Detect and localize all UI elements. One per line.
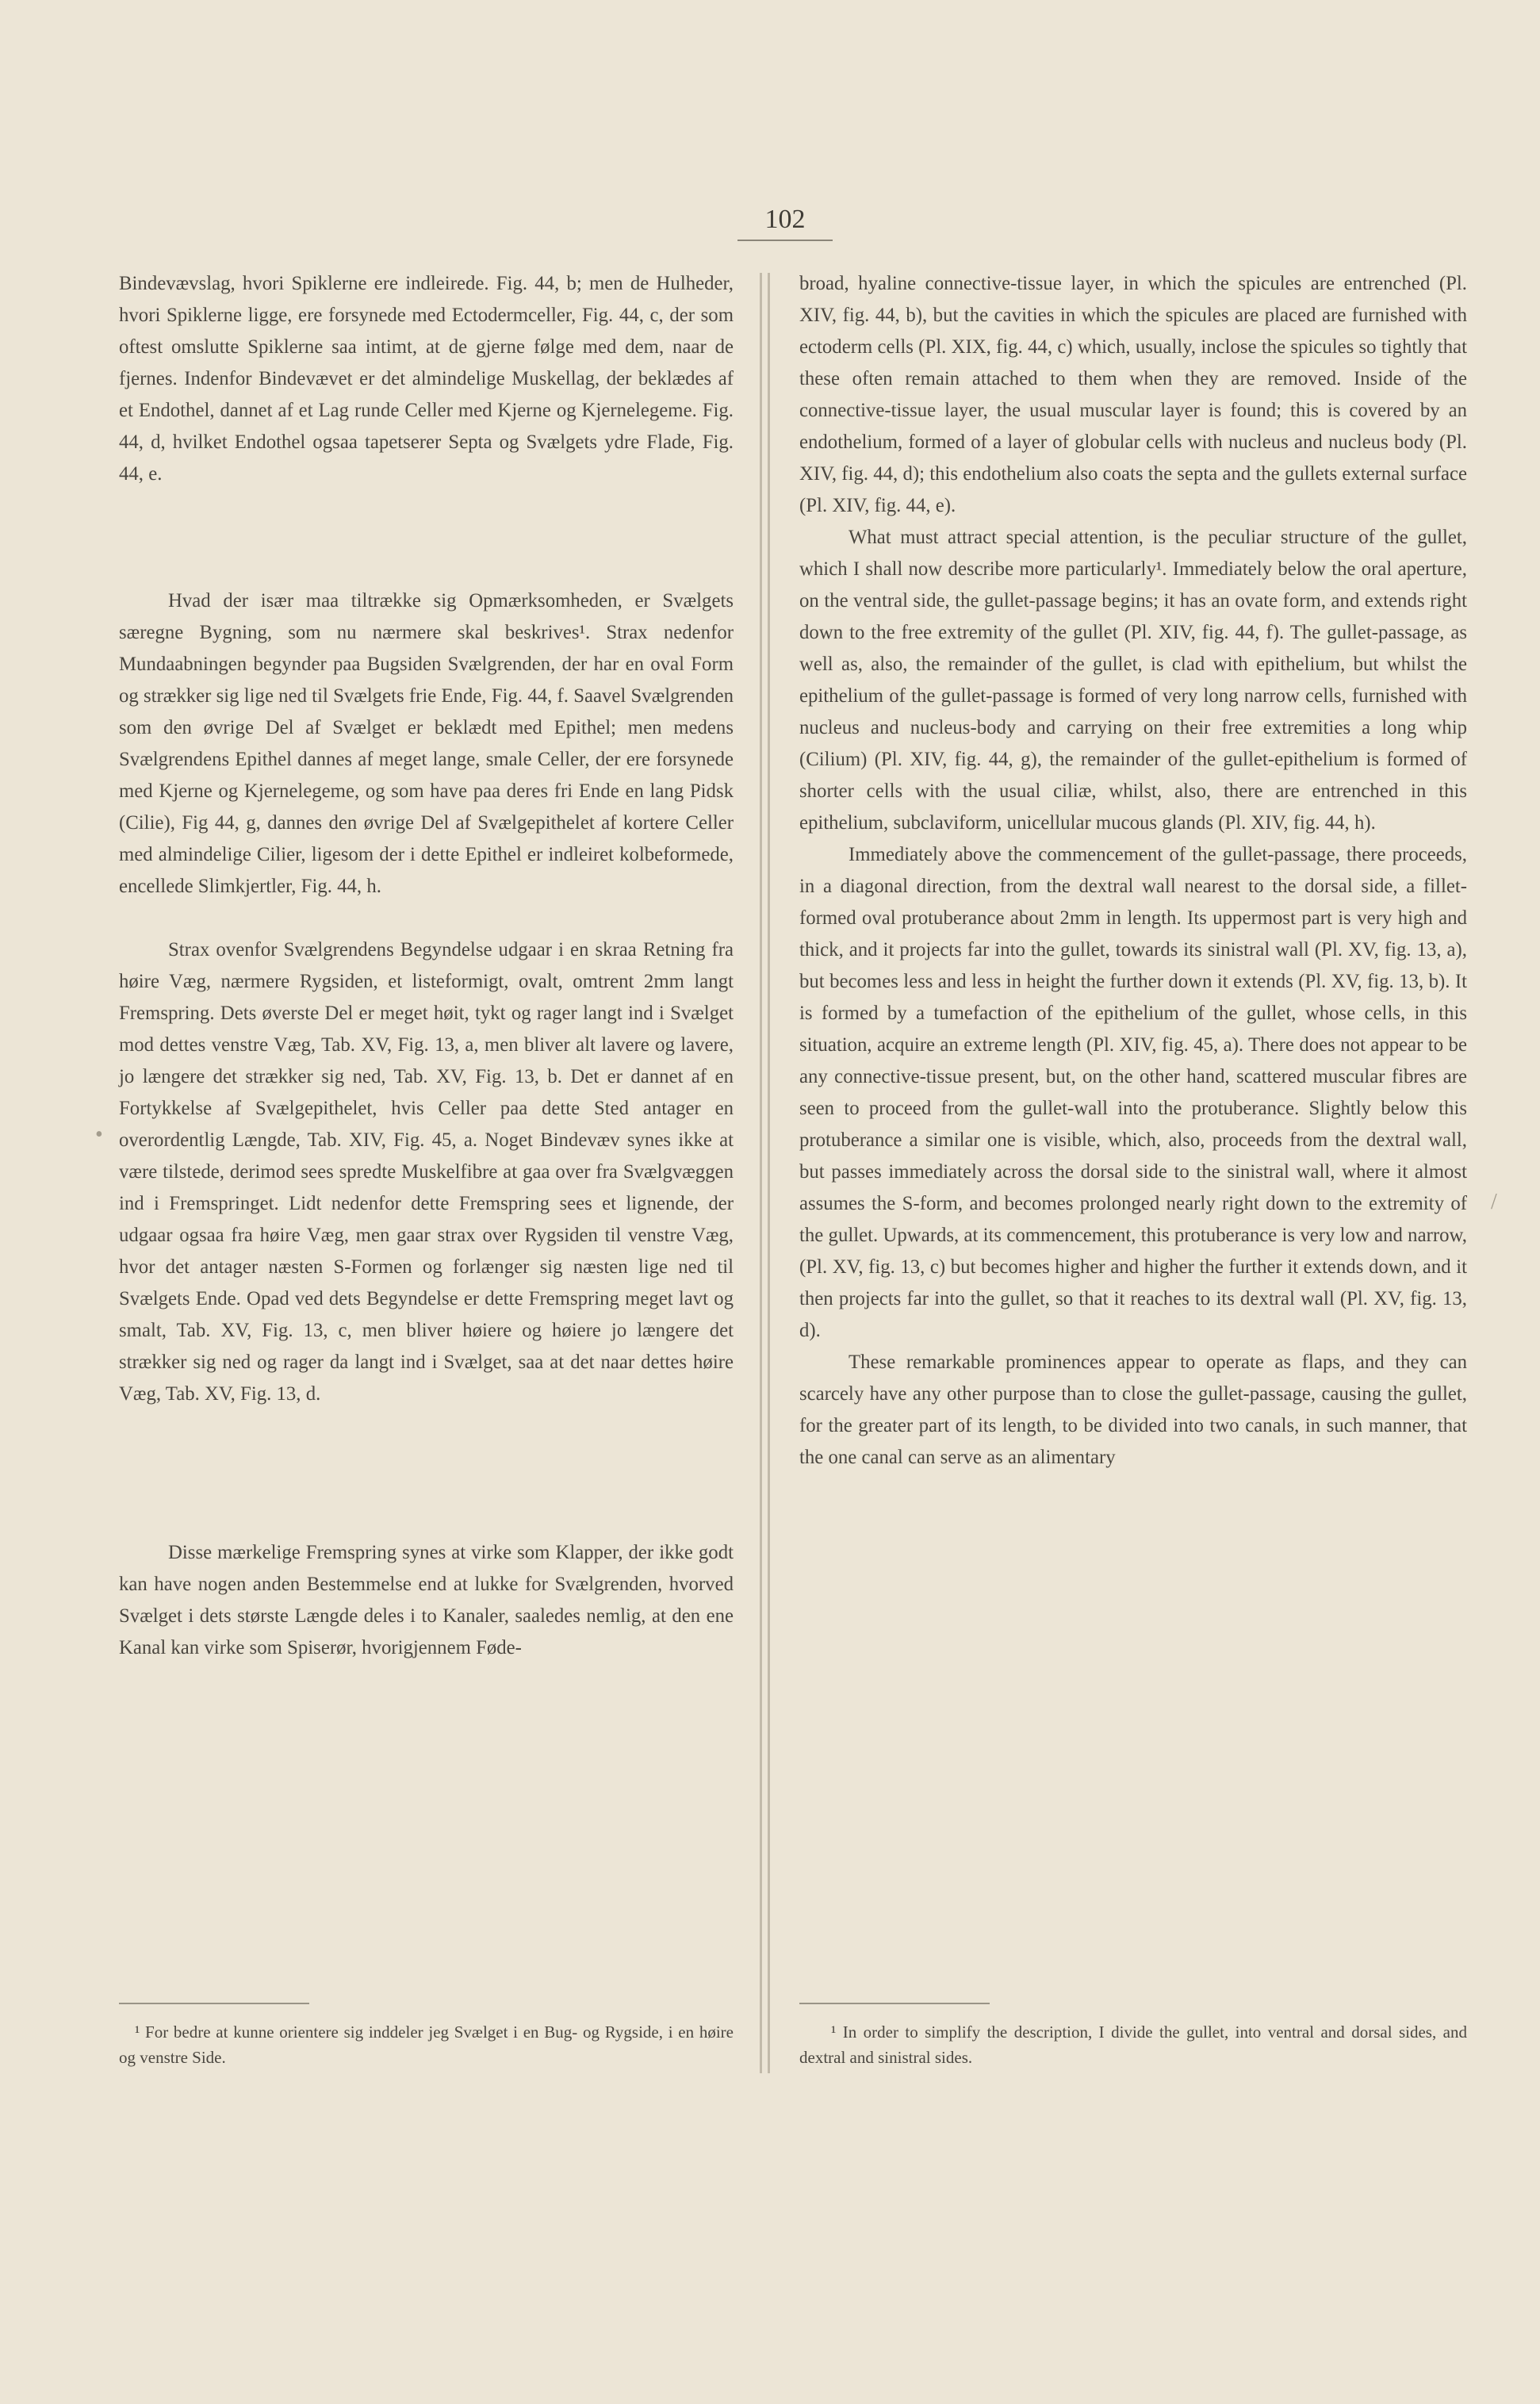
right-paragraph-3: Immediately above the commencement of the gullet-passage, there proceeds, in a diagonal direction, from the dextral wall nearest to the dorsal side, a fillet-formed oval protuberance about 2mm in length. Its uppermost part is very high and thick, and it projects far into the gullet, towards its sinistral wall (Pl. XV, fig. 13, a), but becomes less and less in height the further down it extends (Pl. XV, fig. 13, b). It is formed by a tumefaction of the epithelium of the gullet, whose cells, in this situation, acquire an extreme length (Pl. XIV, fig. 45, a). There does not appear to be any connective-tissue present, but, on the other hand, scattered muscular fibres are seen to proceed from the gullet-wall into the protuberance. Slightly below this protuberance a similar one is visible, which, also, proceeds from the dextral wall, but passes immediately across the dorsal side to the sinistral wall, where it almost assumes the S-form, and becomes prolonged nearly right down to the extremity of the gullet. Upwards, at its commencement, this protuberance is very low and narrow, (Pl. XV, fig. 13, c) but becomes higher and higher the further it extends down, and it then projects far into the gullet, so that it reaches to its dextral wall (Pl. XV, fig. 13, d). bbox=[799, 844, 1467, 1341]
footnote-right: ¹ In order to simplify the description, I divide the gullet, into ventral and dorsal sides, and dextral and sinistral sides. bbox=[799, 2023, 1467, 2067]
left-column-danish bbox=[119, 268, 734, 1664]
footnote-left: ¹ For bedre at kunne orientere sig inddeler jeg Svælget i en Bug- og Rygside, i en høire og venstre Side. bbox=[119, 2023, 734, 2067]
column-divider-left-line bbox=[760, 273, 762, 2073]
margin-slash-mark: / bbox=[1491, 1190, 1497, 1214]
right-paragraph-1: broad, hyaline connective-tissue layer, in which the spicules are entrenched (Pl. XIV, fig. 44, b), but the cavities in which the spicules are placed are furnished with ectoderm cells (Pl. XIX, fig. 44, c) which, usually, inclose the spicules so tightly that these often remain attached to them when they are removed. Inside of the connective-tissue layer, the usual muscular layer is found; this is covered by an endothelium, formed of a layer of globular cells with nucleus and nucleus body (Pl. XIV, fig. 44, d); this endothelium also coats the septa and the gullets external surface (Pl. XIV, fig. 44, e). bbox=[799, 273, 1467, 516]
left-paragraph-1: Bindevævslag, hvori Spiklerne ere indleirede. Fig. 44, b; men de Hulheder, hvori Spiklerne ligge, ere forsynede med Ectodermceller, Fig. 44, c, der som oftest omslutte Spiklerne saa intimt, at de gjerne følge med dem, naar de fjernes. Indenfor Bindevævet er det almindelige Muskellag, der beklædes af et Endothel, dannet af et Lag runde Celler med Kjerne og Kjernelegeme. Fig. 44, d, hvilket Endothel ogsaa tapetserer Septa og Svælgets ydre Flade, Fig. 44, e. bbox=[119, 273, 734, 485]
footnote-rule-right bbox=[799, 2003, 990, 2004]
footnote-rule-left bbox=[119, 2003, 309, 2004]
page-number: 102 bbox=[764, 205, 806, 234]
column-divider-right-line bbox=[768, 273, 770, 2073]
header-rule bbox=[737, 240, 833, 241]
margin-bullet-mark: • bbox=[95, 1122, 103, 1147]
right-paragraph-4: These remarkable prominences appear to operate as flaps, and they can scarcely have any other purpose than to close the gullet-passage, causing the gullet, for the greater part of its length, to be divided into two canals, in such manner, that the one canal can serve as an alimentary bbox=[799, 1352, 1467, 1468]
left-paragraph-4: Disse mærkelige Fremspring synes at virke som Klapper, der ikke godt kan have nogen anden Bestemmelse end at lukke for Svælgrenden, hvorved Svælget i dets største Længde deles i to Kanaler, saaledes nemlig, at den ene Kanal kan virke som Spiserør, hvorigjennem Føde- bbox=[119, 1542, 734, 1658]
left-paragraph-3: Strax ovenfor Svælgrendens Begyndelse udgaar i en skraa Retning fra høire Væg, nærmere Rygsiden, et listeformigt, ovalt, omtrent 2mm langt Fremspring. Dets øverste Del er meget høit, tykt og rager langt ind i Svælget mod dettes venstre Væg, Tab. XV, Fig. 13, a, men bliver alt lavere og lavere, jo længere det strækker sig ned, Tab. XV, Fig. 13, b. Det er dannet af en Fortykkelse af Svælgepithelet, hvis Celler paa dette Sted antager en overordentlig Længde, Tab. XIV, Fig. 45, a. Noget Bindevæv synes ikke at være tilstede, derimod sees spredte Muskelfibre at gaa over fra Svælgvæggen ind i Fremspringet. Lidt nedenfor dette Fremspring sees et lignende, der udgaar ogsaa fra høire Væg, men gaar strax over Rygsiden til venstre Væg, hvor det antager næsten S-Formen og forlænger sig næsten lige ned til Svælgets Ende. Opad ved dets Begyndelse er dette Fremspring meget lavt og smalt, Tab. XV, Fig. 13, c, men bliver høiere og høiere jo længere det strækker sig ned og rager da langt ind i Svælget, saa at det naar dettes høire Væg, Tab. XV, Fig. 13, d. bbox=[119, 939, 734, 1405]
left-paragraph-2: Hvad der især maa tiltrække sig Opmærksomheden, er Svælgets særegne Bygning, som nu nærmere skal beskrives¹. Strax nedenfor Mundaabningen begynder paa Bugsiden Svælgrenden, der har en oval Form og strækker sig lige ned til Svælgets frie Ende, Fig. 44, f. Saavel Svælgrenden som den øvrige Del af Svælget er beklædt med Epithel; men medens Svælgrendens Epithel dannes af meget lange, smale Celler, der ere forsynede med Kjerne og Kjernelegeme, og som have paa deres fri Ende en lang Pidsk (Cilie), Fig 44, g, dannes den øvrige Del af Svælgepithelet af kortere Celler med almindelige Cilier, ligesom der i dette Epithel er indleiret kolbeformede, encellede Slimkjertler, Fig. 44, h. bbox=[119, 590, 734, 897]
right-paragraph-2: What must attract special attention, is the peculiar structure of the gullet, which I shall now describe more particularly¹. Immediately below the oral aperture, on the ventral side, the gullet-passage begins; it has an ovate form, and extends right down to the free extremity of the gullet (Pl. XIV, fig. 44, f). The gullet-passage, as well as, also, the remainder of the gullet, is clad with epithelium, but whilst the epithelium of the gullet-passage is formed of very long narrow cells, furnished with nucleus and nucleus-body and carrying on their free extremities a long whip (Cilium) (Pl. XIV, fig. 44, g), the remainder of the gullet-epithelium is formed of shorter cells with the usual ciliæ, whilst, also, there are entrenched in this epithelium, subclaviform, unicellular mucous glands (Pl. XIV, fig. 44, h). bbox=[799, 527, 1467, 834]
right-column-english bbox=[799, 268, 1467, 1474]
